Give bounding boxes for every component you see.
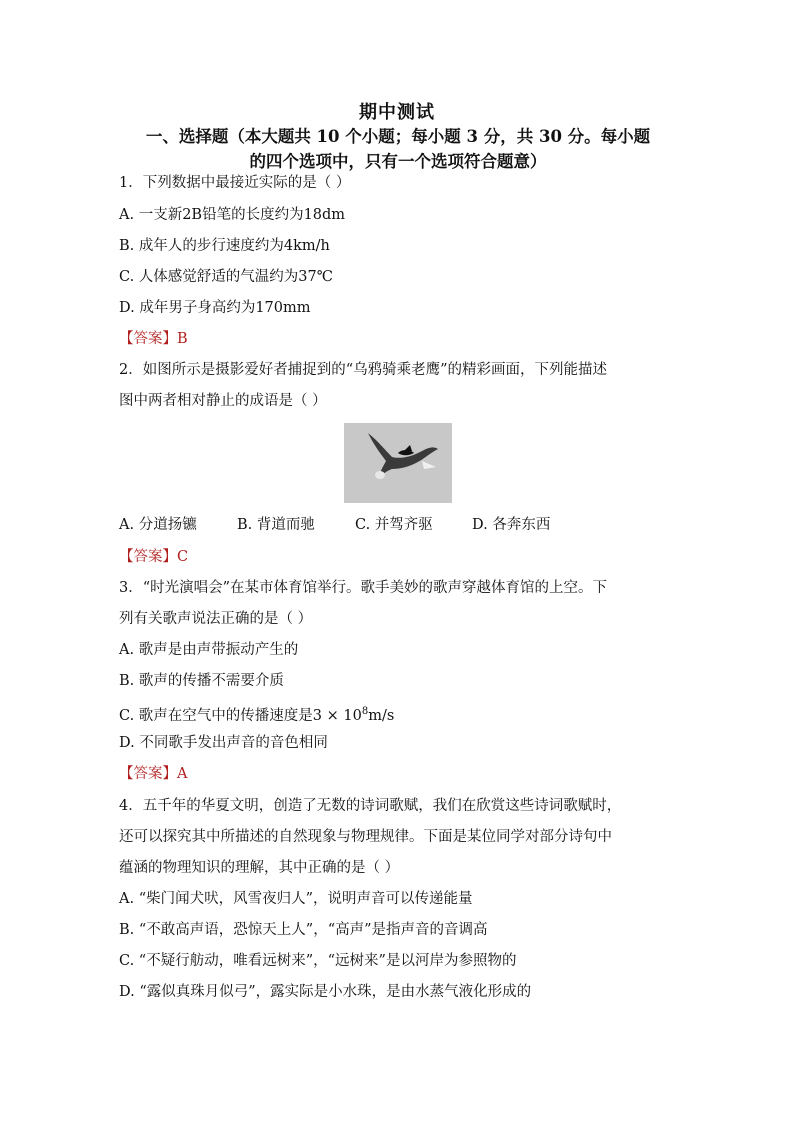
question-2-stem-line-1: 2．如图所示是摄影爱好者捕捉到的“乌鸦骑乘老鹰”的精彩画面，下列能描述: [119, 362, 608, 378]
eagle-crow-photo-icon: [344, 423, 452, 503]
question-1-option-a: A. 一支新2B铅笔的长度约为18dm: [119, 207, 346, 223]
question-4-option-c: C. “不疑行舫动，唯看远树来”，“远树来”是以河岸为参照物的: [119, 953, 517, 969]
question-2-answer: [119, 547, 188, 567]
question-2-option-c: C. 并驾齐驱: [355, 517, 433, 533]
question-3-answer: [119, 764, 187, 784]
unit: m/s: [368, 707, 395, 724]
question-4-option-d: D. “露似真珠月似弓”，露实际是小水珠，是由水蒸气液化形成的: [119, 984, 532, 1000]
question-3-option-c-text: C. 歌声在空气中的传播速度是3 × 10: [119, 707, 362, 724]
question-3-stem-line-2: 列有关歌声说法正确的是（ ）: [119, 611, 313, 627]
question-4-stem-line-3: 蕴涵的物理知识的理解，其中正确的是（ ）: [119, 860, 400, 876]
question-1-option-c: C. 人体感觉舒适的气温约为37℃: [119, 269, 333, 285]
answer-tag: 【答案】: [119, 331, 177, 347]
question-4-stem-line-1: 4．五千年的华夏文明，创造了无数的诗词歌赋，我们在欣赏这些诗词歌赋时，: [119, 798, 622, 814]
question-4-stem-line-2: 还可以探究其中所描述的自然现象与物理规律。下面是某位同学对部分诗句中: [119, 829, 612, 845]
question-1-option-b: B. 成年人的步行速度约为4km/h: [119, 238, 330, 254]
question-1-option-d: D. 成年男子身高约为170mm: [119, 300, 311, 316]
question-1-stem: 1．下列数据中最接近实际的是（ ）: [119, 175, 351, 191]
question-3-option-a: A. 歌声是由声带振动产生的: [119, 642, 299, 658]
section-heading-line-2: 的四个选项中，只有一个选项符合题意）: [249, 152, 547, 171]
question-3-option-d: D. 不同歌手发出声音的音色相同: [119, 735, 328, 751]
section-heading: [118, 124, 678, 174]
section-heading-line-1: 一、选择题（本大题共 10 个小题；每小题 3 分，共 30 分。每小题: [145, 127, 651, 146]
answer-letter: A: [177, 766, 188, 782]
question-2-option-d: D. 各奔东西: [472, 517, 551, 533]
question-1-answer: [119, 329, 188, 349]
exponent: 8: [361, 706, 369, 717]
answer-letter: B: [177, 331, 188, 347]
page-title: 期中测试: [359, 102, 435, 123]
question-3-option-c: [119, 702, 394, 726]
answer-tag: 【答案】: [119, 549, 177, 565]
answer-tag: 【答案】: [119, 766, 177, 782]
question-3-option-b: B. 歌声的传播不需要介质: [119, 673, 284, 689]
question-3-stem-line-1: 3．“时光演唱会”在某市体育馆举行。歌手美妙的歌声穿越体育馆的上空。下: [119, 580, 608, 596]
question-2-option-b: B. 背道而驰: [237, 517, 315, 533]
question-2-stem-line-2: 图中两者相对静止的成语是（ ）: [119, 393, 327, 409]
question-2-option-a: A. 分道扬镳: [119, 517, 197, 533]
question-4-option-a: A. “柴门闻犬吠，风雪夜归人”，说明声音可以传递能量: [119, 891, 473, 907]
answer-letter: C: [177, 549, 189, 565]
question-4-option-b: B. “不敢高声语，恐惊天上人”，“高声”是指声音的音调高: [119, 922, 488, 938]
